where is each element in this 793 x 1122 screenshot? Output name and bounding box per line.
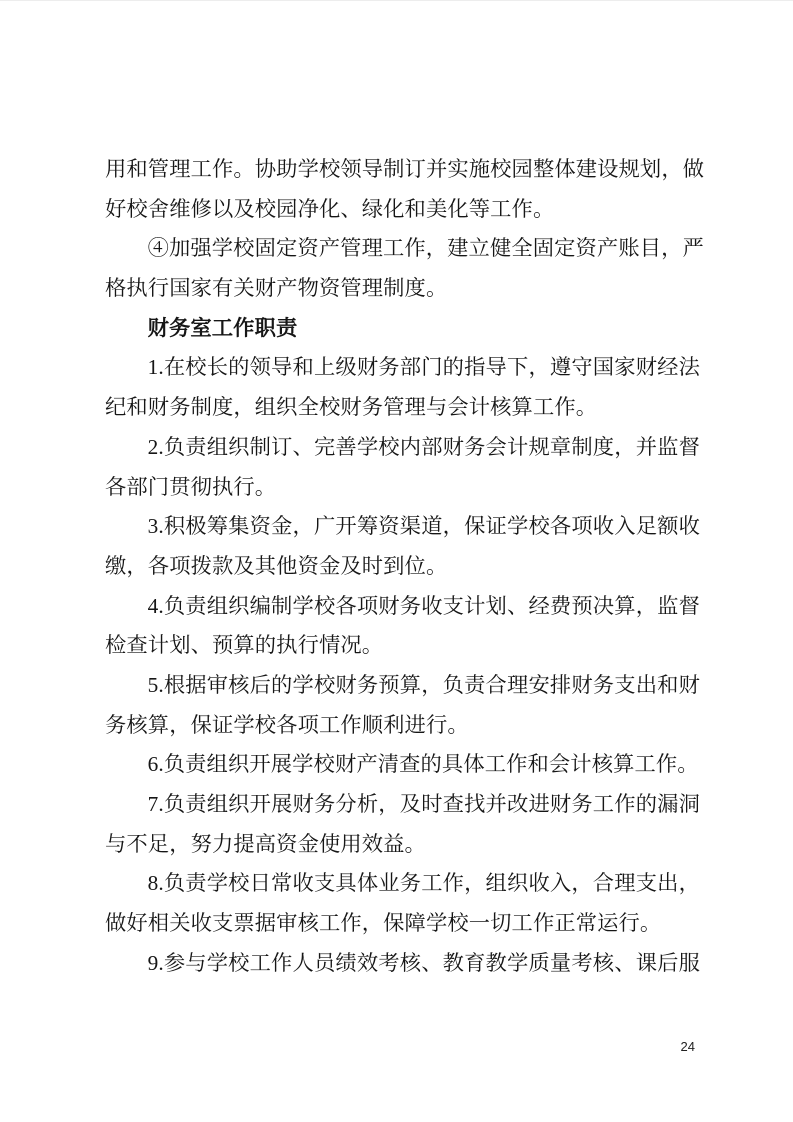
- paragraph-duty-8-line-2: 做好相关收支票据审核工作，保障学校一切工作正常运行。: [105, 911, 662, 936]
- paragraph-continuation-line-1: 用和管理工作。协助学校领导制订并实施校园整体建设规划，做: [105, 157, 705, 181]
- paragraph-continuation-line-2: 好校舍维修以及校园净化、绿化和美化等工作。: [105, 196, 555, 221]
- document-body: [105, 150, 705, 983]
- paragraph-item-circled-4-line-2: 格执行国家有关财产物资管理制度。: [105, 276, 448, 301]
- paragraph-duty-6: 6.负责组织开展学校财产清查的具体工作和会计核算工作。: [147, 752, 699, 777]
- paragraph-duty-4-line-2: 检查计划、预算的执行情况。: [105, 633, 384, 658]
- paragraph-duty-5-line-2: 务核算，保证学校各项工作顺利进行。: [105, 712, 469, 737]
- paragraph-duty-1-line-1: 1.在校长的领导和上级财务部门的指导下，遵守国家财经法: [147, 355, 700, 380]
- paragraph-duty-2-line-2: 各部门贯彻执行。: [105, 474, 277, 499]
- paragraph-item-circled-4-line-1: ④加强学校固定资产管理工作，建立健全固定资产账目，严: [147, 236, 704, 261]
- paragraph-duty-3-line-1: 3.积极筹集资金，广开筹资渠道，保证学校各项收入足额收: [147, 514, 700, 539]
- paragraph-duty-3-line-2: 缴，各项拨款及其他资金及时到位。: [105, 553, 448, 578]
- page-top-edge: [0, 0, 793, 1]
- paragraph-duty-7-line-1: 7.负责组织开展财务分析，及时查找并改进财务工作的漏洞: [147, 792, 700, 816]
- paragraph-duty-5-line-1: 5.根据审核后的学校财务预算，负责合理安排财务支出和财: [147, 672, 700, 697]
- paragraph-duty-1-line-2: 纪和财务制度，组织全校财务管理与会计核算工作。: [105, 395, 598, 420]
- paragraph-duty-7-line-2: 与不足，努力提高资金使用效益。: [105, 831, 426, 856]
- paragraph-duty-4-line-1: 4.负责组织编制学校各项财务收支计划、经费预决算，监督: [147, 593, 700, 618]
- paragraph-duty-9: 9.参与学校工作人员绩效考核、教育教学质量考核、课后服: [147, 950, 700, 975]
- page-number: 24: [680, 1039, 695, 1054]
- paragraph-duty-2-line-1: 2.负责组织制订、完善学校内部财务会计规章制度，并监督: [147, 434, 700, 459]
- paragraph-duty-8-line-1: 8.负责学校日常收支具体业务工作，组织收入，合理支出，: [147, 871, 700, 896]
- page-footer: [105, 1038, 700, 1056]
- section-heading-finance-office-duties: 财务室工作职责: [147, 315, 298, 340]
